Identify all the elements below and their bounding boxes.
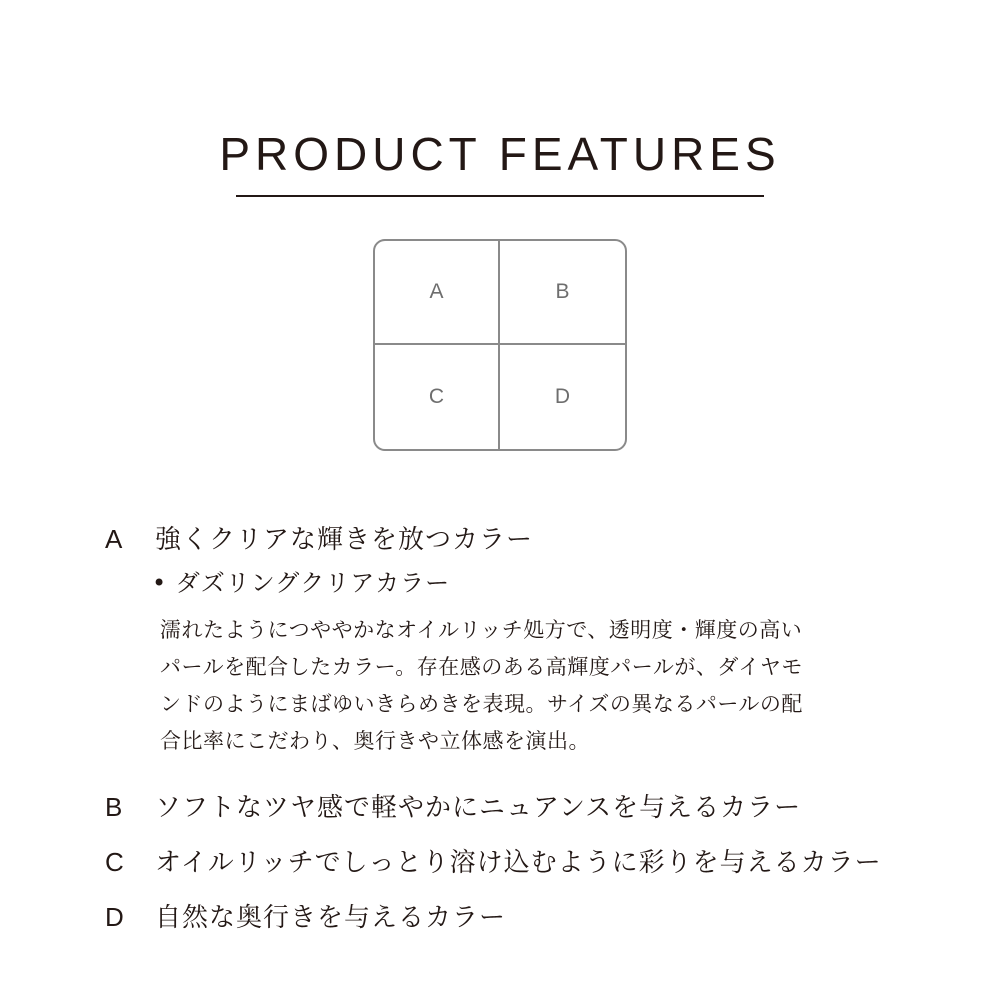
- feature-b-letter: B: [105, 792, 124, 822]
- feature-a-letter: A: [105, 524, 124, 554]
- feature-a-description-line: 合比率にこだわり、奥行きや立体感を演出。: [160, 729, 590, 753]
- feature-d-letter: D: [105, 902, 125, 932]
- feature-a-description-line: パールを配合したカラー。存在感のある高輝度パールが、ダイヤモ: [160, 655, 803, 679]
- palette-diagram: [373, 239, 627, 451]
- palette-pan-b: B: [500, 241, 625, 345]
- feature-a-subheading: • ダズリングクリアカラー: [152, 569, 451, 597]
- feature-d: [105, 900, 506, 935]
- page-title: PRODUCT FEATURES: [219, 128, 781, 180]
- feature-c: [105, 845, 882, 880]
- feature-a-description-line: ンドのようにまばゆいきらめきを表現。サイズの異なるパールの配: [160, 692, 803, 716]
- palette-pan-a: A: [375, 241, 500, 345]
- feature-a: [105, 522, 533, 557]
- feature-b: [105, 790, 801, 825]
- feature-b-text: ソフトなツヤ感で軽やかにニュアンスを与えるカラー: [155, 793, 802, 823]
- feature-a-description-line: 濡れたようにつややかなオイルリッチ処方で、透明度・輝度の高い: [160, 618, 803, 642]
- palette-pan-c: C: [375, 345, 500, 449]
- feature-c-letter: C: [105, 847, 125, 877]
- feature-a-text: 強くクリアな輝きを放つカラー: [155, 525, 534, 555]
- feature-a-description: [160, 612, 900, 760]
- feature-c-text: オイルリッチでしっとり溶け込むように彩りを与えるカラー: [155, 848, 882, 878]
- palette-pan-d: D: [554, 385, 571, 408]
- feature-d-text: 自然な奥行きを与えるカラー: [155, 903, 507, 933]
- title-underline: [236, 195, 764, 197]
